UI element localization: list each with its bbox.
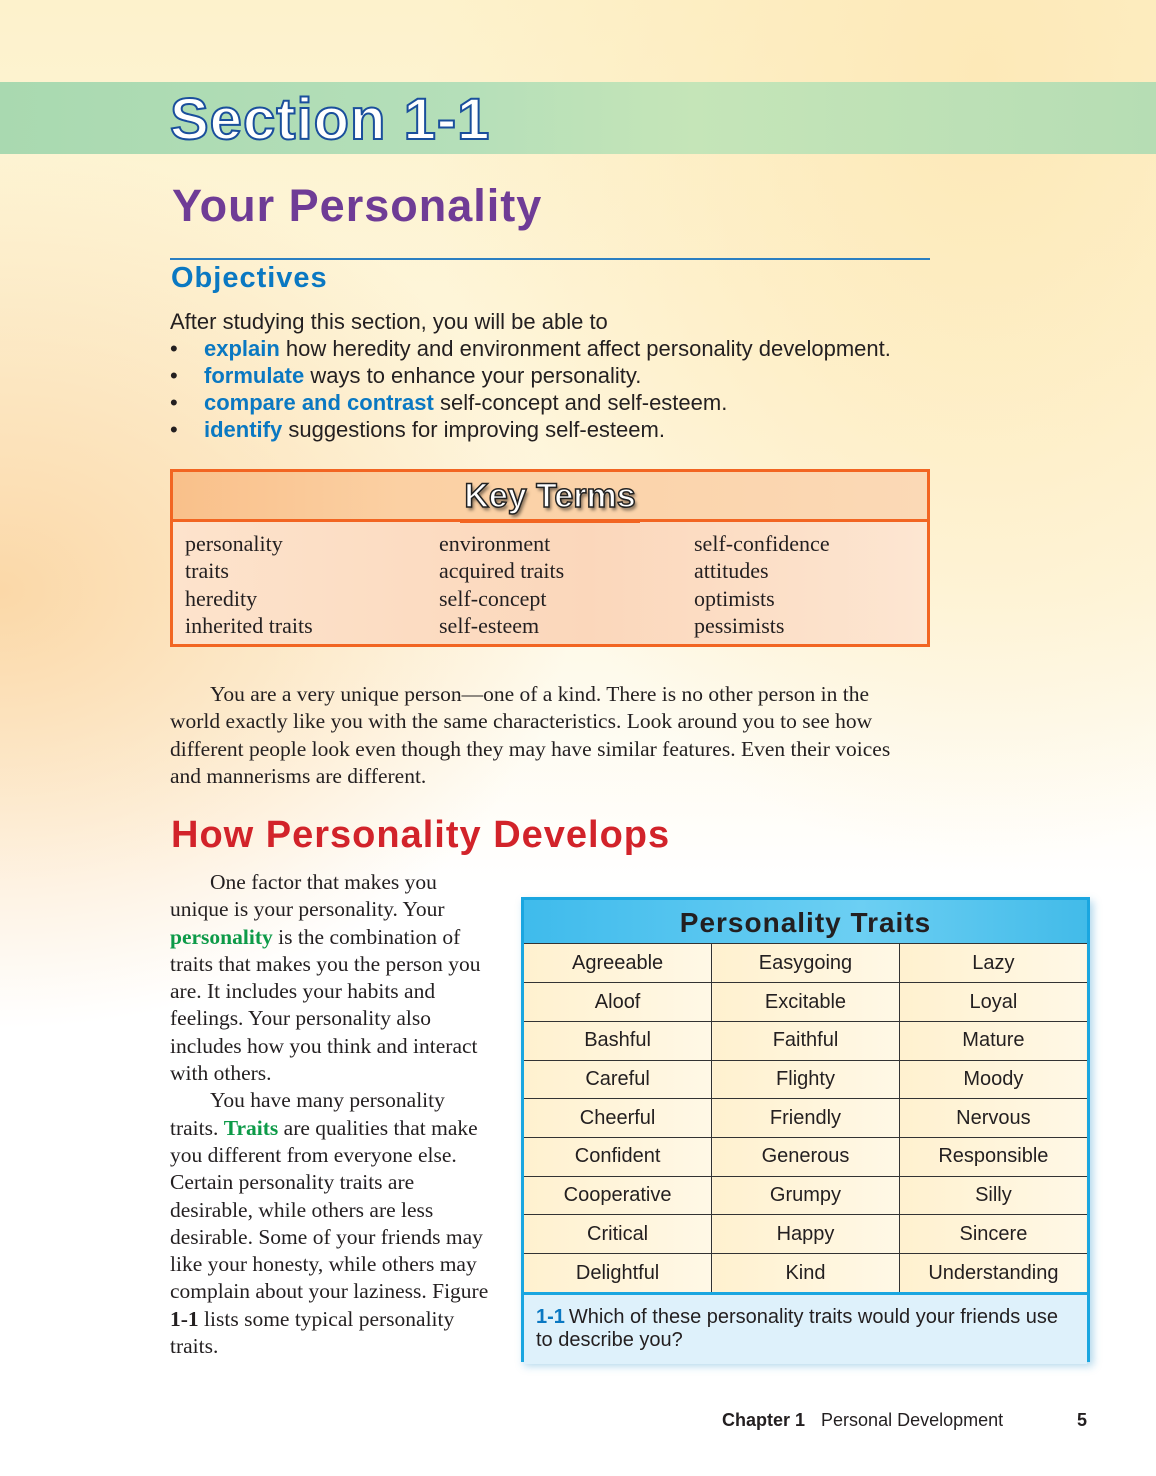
key-term: traits <box>185 558 229 584</box>
trait-cell: Agreeable <box>524 944 712 983</box>
table-row <box>524 1176 1087 1215</box>
key-terms-column <box>439 530 564 639</box>
intro-paragraph: You are a very unique person—one of a kind. There is no other person in the world exactly like you with the same characteristics. Look around you to see how different people look even though they may have similar features. Even their voices and mannerisms are different. <box>170 682 891 788</box>
table-row <box>524 983 1087 1022</box>
paragraph: You have many personality traits. Traits are qualities that make you different from everyone else. Certain personality traits are desirable, while others are less desirable. Some of your friends may like your honesty, while others may complain about your laziness. Figure 1-1 lists some typical personality traits. <box>170 1088 489 1359</box>
figure-ref: 1-1 <box>170 1306 199 1331</box>
key-term: environment <box>439 531 551 556</box>
figure-caption: 1-1 Which of these personality traits would your friends use to describe you? <box>524 1292 1087 1364</box>
trait-cell: Grumpy <box>712 1176 900 1215</box>
page-number: 5 <box>1077 1410 1088 1430</box>
term-personality: personality <box>170 924 273 949</box>
key-term: acquired traits <box>439 558 565 584</box>
key-term: self-concept <box>439 585 547 611</box>
table-row <box>524 944 1087 983</box>
trait-cell: Happy <box>712 1215 900 1254</box>
trait-cell: Easygoing <box>712 944 900 983</box>
trait-cell: Loyal <box>899 983 1087 1022</box>
trait-cell: Cooperative <box>524 1176 712 1215</box>
key-terms-box <box>170 469 930 647</box>
table-row <box>524 1137 1087 1176</box>
objective-item: • compare and contrast self-concept and self-esteem. <box>170 390 728 415</box>
objective-item: • explain how heredity and environment affect personality development. <box>170 336 891 361</box>
key-term: heredity <box>185 585 258 611</box>
trait-cell: Sincere <box>899 1215 1087 1254</box>
divider <box>170 258 930 260</box>
objectives-list <box>170 335 891 443</box>
section-heading: How Personality Develops <box>171 814 671 856</box>
trait-cell: Generous <box>712 1137 900 1176</box>
trait-cell: Moody <box>899 1060 1087 1099</box>
term-traits: Traits <box>223 1115 279 1140</box>
key-term: self-esteem <box>439 612 540 638</box>
figure-personality-traits <box>521 897 1090 1362</box>
objectives-heading: Objectives <box>171 262 328 294</box>
trait-cell: Flighty <box>712 1060 900 1099</box>
figure-title: Personality Traits <box>524 900 1087 944</box>
trait-cell: Aloof <box>524 983 712 1022</box>
paragraph: One factor that makes you unique is your personality. Your personality is the combination of traits that makes you the person you are. It includes your habits and feelings. Your personality also includes how you think and interact with others. <box>170 870 481 1086</box>
objectives-intro: After studying this section, you will be able to <box>170 309 608 334</box>
trait-cell: Nervous <box>899 1099 1087 1138</box>
body-text <box>170 869 495 1360</box>
trait-cell: Bashful <box>524 1021 712 1060</box>
table-row <box>524 1215 1087 1254</box>
key-term: optimists <box>694 585 775 611</box>
key-term: pessimists <box>694 612 785 638</box>
trait-cell: Confident <box>524 1137 712 1176</box>
table-row <box>524 1254 1087 1293</box>
trait-cell: Mature <box>899 1021 1087 1060</box>
table-row <box>524 1099 1087 1138</box>
key-term: inherited traits <box>185 612 313 638</box>
trait-cell: Responsible <box>899 1137 1087 1176</box>
objective-item: • formulate ways to enhance your personality. <box>170 363 642 388</box>
key-terms-column <box>185 530 313 639</box>
traits-table <box>524 944 1087 1292</box>
page-title: Your Personality <box>172 180 543 231</box>
key-term: attitudes <box>694 558 769 584</box>
trait-cell: Understanding <box>899 1254 1087 1293</box>
key-terms-column <box>694 530 830 639</box>
trait-cell: Silly <box>899 1176 1087 1215</box>
key-terms-heading: Key Terms <box>460 472 639 523</box>
trait-cell: Lazy <box>899 944 1087 983</box>
table-row <box>524 1060 1087 1099</box>
trait-cell: Careful <box>524 1060 712 1099</box>
key-term: self-confidence <box>694 531 830 556</box>
trait-cell: Cheerful <box>524 1099 712 1138</box>
trait-cell: Kind <box>712 1254 900 1293</box>
trait-cell: Delightful <box>524 1254 712 1293</box>
trait-cell: Excitable <box>712 983 900 1022</box>
footer: Chapter 1 Personal Development <box>722 1410 1004 1430</box>
objective-item: • identify suggestions for improving self-esteem. <box>170 417 665 442</box>
key-term: personality <box>185 531 283 556</box>
trait-cell: Faithful <box>712 1021 900 1060</box>
section-number: Section 1-1 <box>170 87 491 152</box>
trait-cell: Critical <box>524 1215 712 1254</box>
trait-cell: Friendly <box>712 1099 900 1138</box>
table-row <box>524 1021 1087 1060</box>
